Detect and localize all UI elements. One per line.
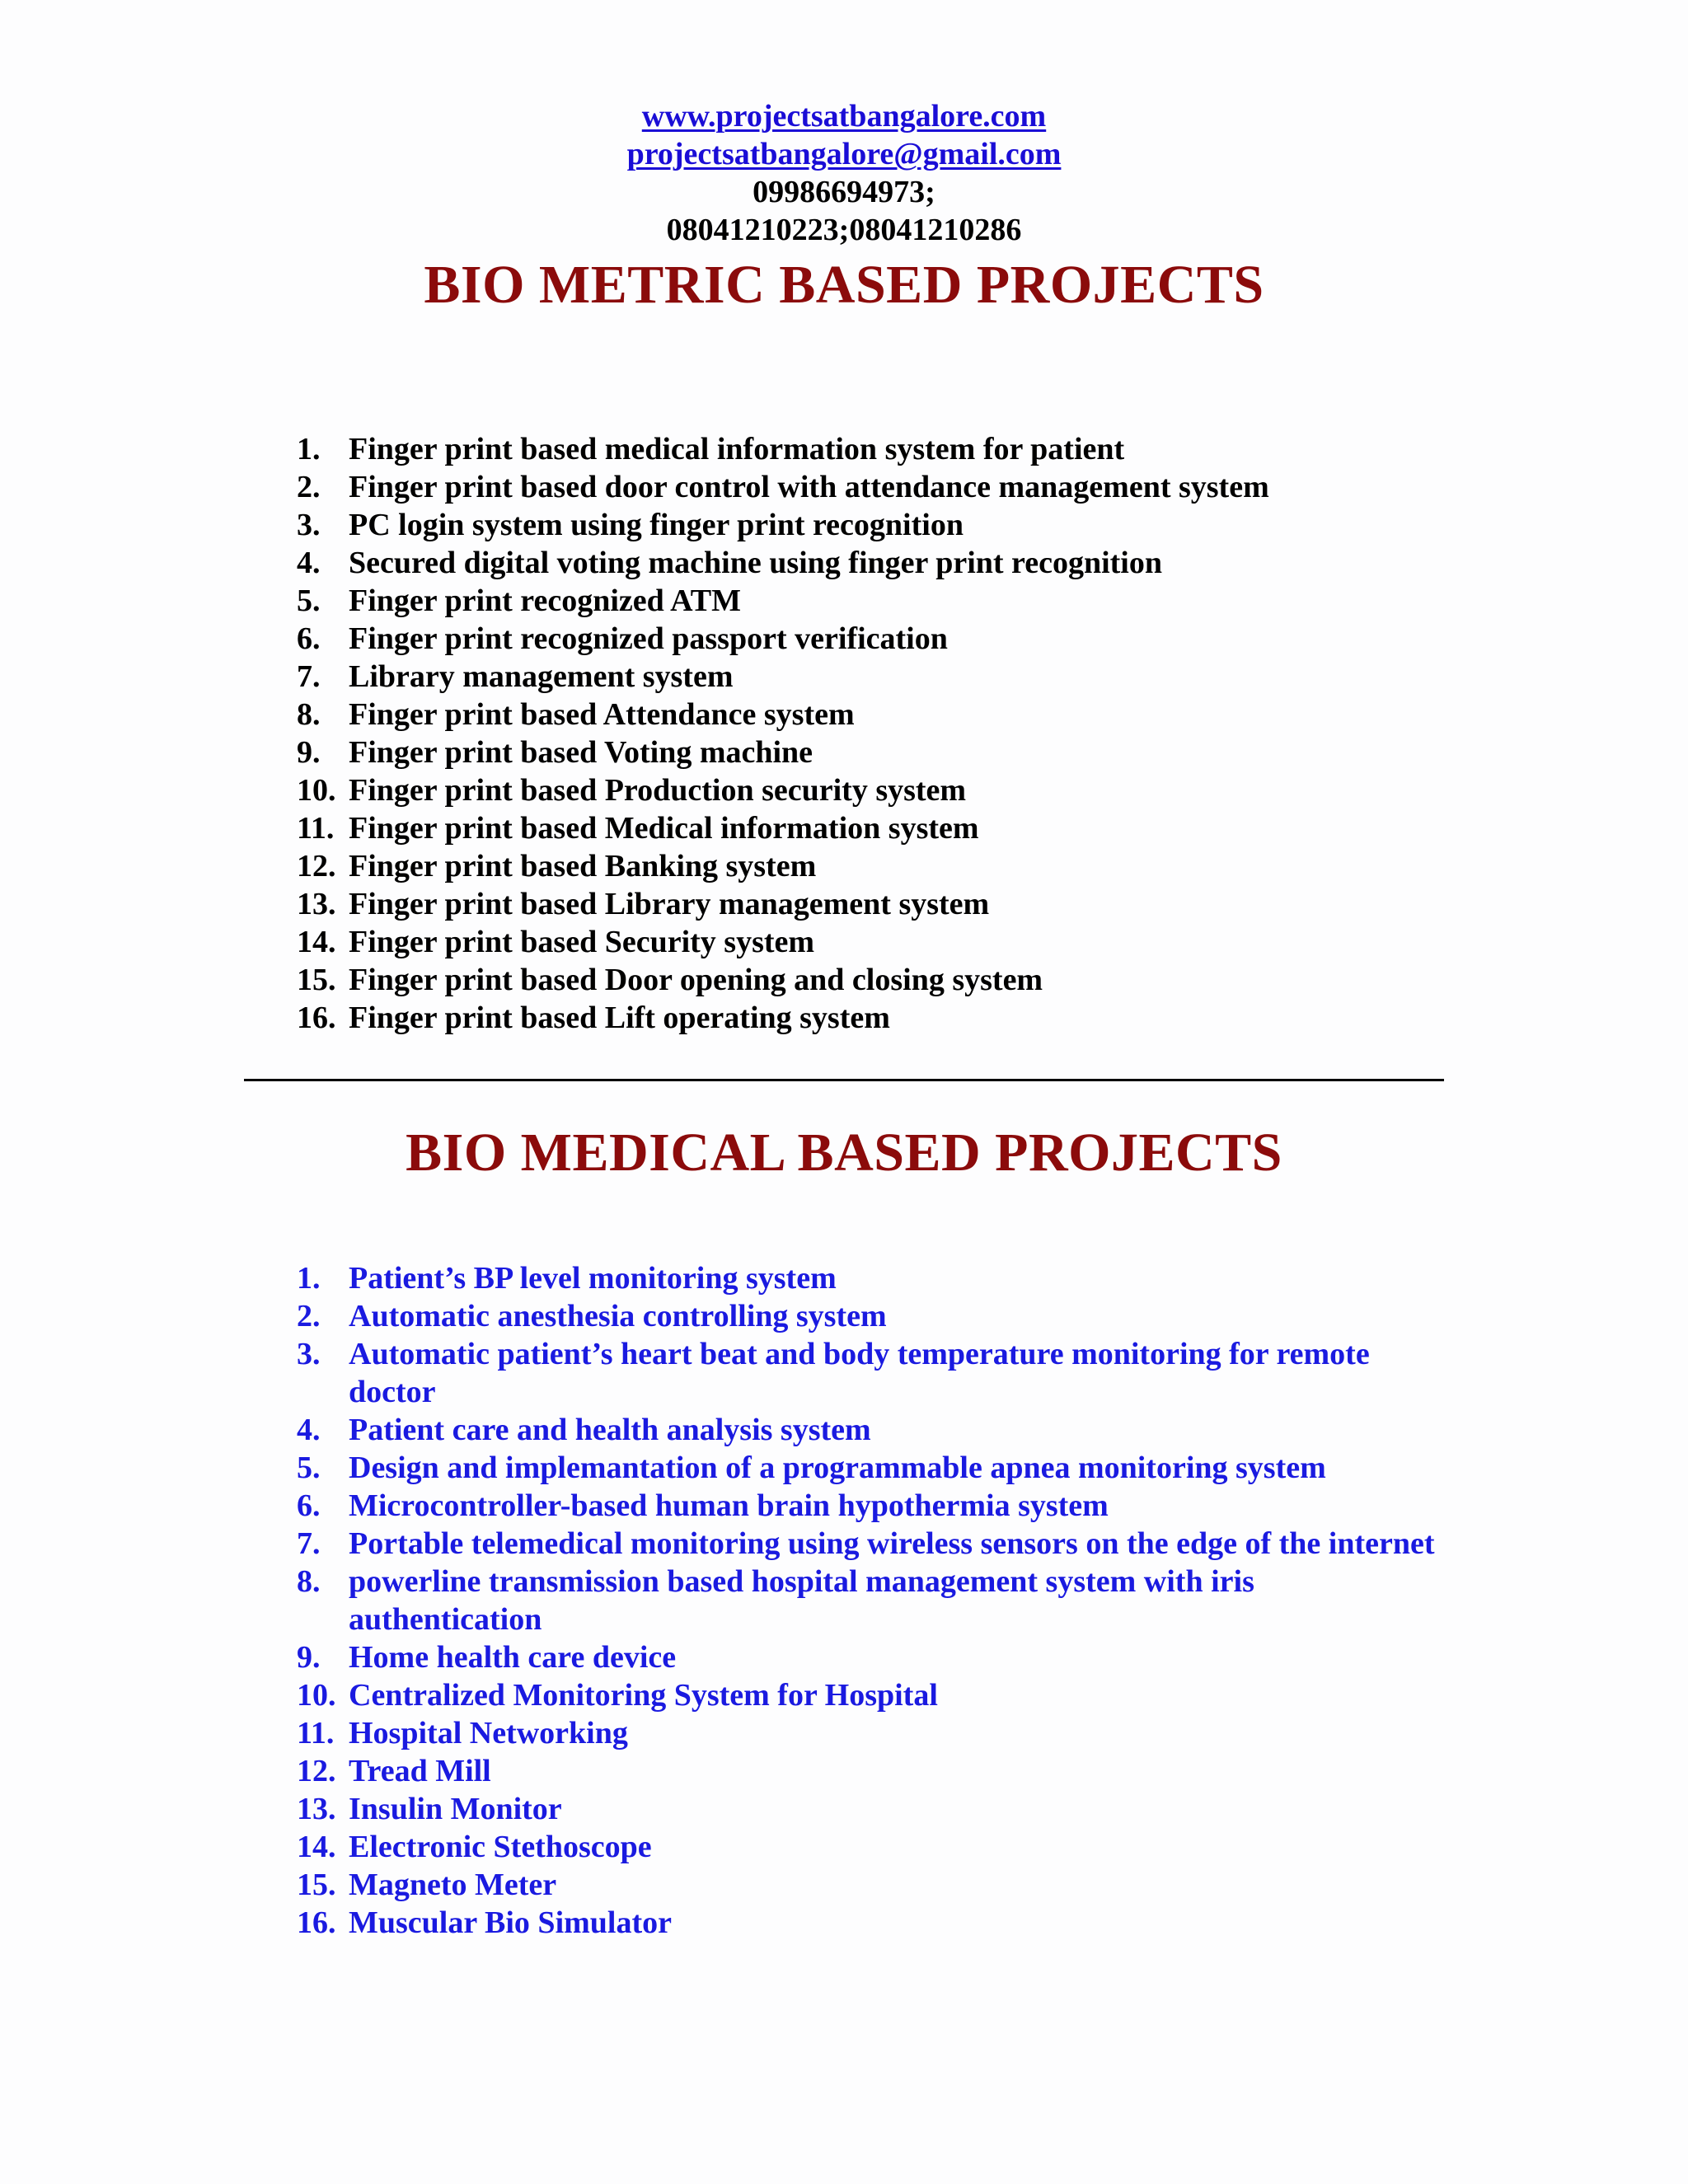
item-text: Finger print based door control with attendance management system [349, 470, 1269, 504]
item-number: 14. [297, 925, 336, 959]
list-item [297, 1714, 1451, 1752]
item-text: Finger print based Door opening and closing system [349, 963, 1043, 997]
item-number: 9. [297, 735, 321, 770]
item-text: Electronic Stethoscope [349, 1830, 652, 1864]
item-text: Finger print based Production security system [349, 773, 967, 808]
list-item [297, 696, 1451, 733]
list-item [297, 1676, 1451, 1714]
item-number: 13. [297, 887, 336, 921]
item-text: Library management system [349, 659, 734, 694]
item-text: Finger print recognized passport verification [349, 621, 948, 656]
item-number: 12. [297, 1754, 336, 1788]
item-text: Finger print based Library management system [349, 887, 990, 921]
item-number: 4. [297, 1413, 321, 1447]
item-text: Hospital Networking [349, 1716, 628, 1750]
list-item [297, 923, 1451, 961]
website-link[interactable]: www.projectsatbangalore.com [641, 99, 1047, 134]
list-item [297, 885, 1451, 923]
list-item [297, 1563, 1451, 1638]
item-number: 3. [297, 508, 321, 542]
item-number: 11. [297, 811, 335, 846]
item-number: 15. [297, 963, 336, 997]
phone-line-1: 09986694973; [753, 175, 935, 209]
email-line [0, 135, 1688, 173]
list-item [297, 1525, 1451, 1563]
item-number: 14. [297, 1830, 336, 1864]
item-text: Finger print based Lift operating system [349, 1001, 890, 1035]
list-item [297, 658, 1451, 696]
email-link[interactable]: projectsatbangalore@gmail.com [626, 137, 1062, 171]
item-text: Finger print based Attendance system [349, 697, 855, 732]
item-text: Patient care and health analysis system [349, 1413, 871, 1447]
biometric-project-list [297, 430, 1451, 1037]
list-item [297, 847, 1451, 885]
item-text: Finger print based Voting machine [349, 735, 814, 770]
list-item [297, 620, 1451, 658]
item-number: 2. [297, 470, 321, 504]
list-item [297, 1866, 1451, 1904]
item-number: 1. [297, 432, 321, 466]
item-text: Centralized Monitoring System for Hospital [349, 1678, 938, 1713]
list-item [297, 1335, 1451, 1411]
item-text: Finger print based Banking system [349, 849, 817, 883]
item-number: 13. [297, 1792, 336, 1826]
item-number: 6. [297, 1488, 321, 1523]
item-text: Muscular Bio Simulator [349, 1905, 672, 1940]
item-text: Home health care device [349, 1640, 677, 1675]
item-number: 7. [297, 1526, 321, 1561]
item-number: 11. [297, 1716, 335, 1750]
list-item [297, 1297, 1451, 1335]
item-text: Insulin Monitor [349, 1792, 562, 1826]
item-number: 12. [297, 849, 336, 883]
list-item [297, 430, 1451, 468]
item-number: 15. [297, 1868, 336, 1902]
item-text: Finger print based medical information system for patient [349, 432, 1125, 466]
biomedical-project-list [297, 1259, 1451, 1942]
phone-line-2: 08041210223;08041210286 [666, 213, 1022, 247]
list-item [297, 771, 1451, 809]
item-number: 16. [297, 1905, 336, 1940]
list-item [297, 961, 1451, 999]
item-number: 8. [297, 1564, 321, 1599]
list-item [297, 582, 1451, 620]
item-text: Tread Mill [349, 1754, 491, 1788]
list-item [297, 1790, 1451, 1828]
section-divider [244, 1079, 1444, 1081]
list-item [297, 809, 1451, 847]
contact-header [0, 97, 1688, 249]
website-line [0, 97, 1688, 135]
item-number: 16. [297, 1001, 336, 1035]
item-text: Secured digital voting machine using finger print recognition [349, 546, 1162, 580]
list-item [297, 1752, 1451, 1790]
item-number: 5. [297, 583, 321, 618]
item-text: Magneto Meter [349, 1868, 557, 1902]
list-item [297, 468, 1451, 506]
item-text: Design and implemantation of a programmable apnea monitoring system [349, 1451, 1326, 1485]
list-item [297, 544, 1451, 582]
list-item [297, 1904, 1451, 1942]
item-text: Finger print based Medical information system [349, 811, 979, 846]
list-item [297, 1449, 1451, 1487]
biometric-section-title: BIO METRIC BASED PROJECTS [424, 255, 1264, 315]
list-item [297, 506, 1451, 544]
item-number: 3. [297, 1337, 321, 1371]
list-item [297, 1828, 1451, 1866]
list-item [297, 1411, 1451, 1449]
item-number: 5. [297, 1451, 321, 1485]
item-text: Portable telemedical monitoring using wireless sensors on the edge of the internet [349, 1526, 1435, 1561]
item-text: powerline transmission based hospital management system with iris authentication [349, 1564, 1254, 1637]
list-item [297, 1638, 1451, 1676]
item-number: 1. [297, 1261, 321, 1296]
item-number: 8. [297, 697, 321, 732]
item-number: 10. [297, 773, 336, 808]
item-text: Finger print recognized ATM [349, 583, 742, 618]
item-number: 4. [297, 546, 321, 580]
item-number: 7. [297, 659, 321, 694]
item-number: 2. [297, 1299, 321, 1333]
biomedical-section-title: BIO MEDICAL BASED PROJECTS [406, 1122, 1282, 1183]
item-text: Automatic anesthesia controlling system [349, 1299, 887, 1333]
item-text: Finger print based Security system [349, 925, 815, 959]
list-item [297, 1487, 1451, 1525]
item-number: 9. [297, 1640, 321, 1675]
item-number: 10. [297, 1678, 336, 1713]
item-text: PC login system using finger print recognition [349, 508, 964, 542]
list-item [297, 733, 1451, 771]
item-number: 6. [297, 621, 321, 656]
item-text: Automatic patient’s heart beat and body temperature monitoring for remote doctor [349, 1337, 1370, 1409]
item-text: Microcontroller-based human brain hypothermia system [349, 1488, 1109, 1523]
list-item [297, 999, 1451, 1037]
item-text: Patient’s BP level monitoring system [349, 1261, 837, 1296]
list-item [297, 1259, 1451, 1297]
